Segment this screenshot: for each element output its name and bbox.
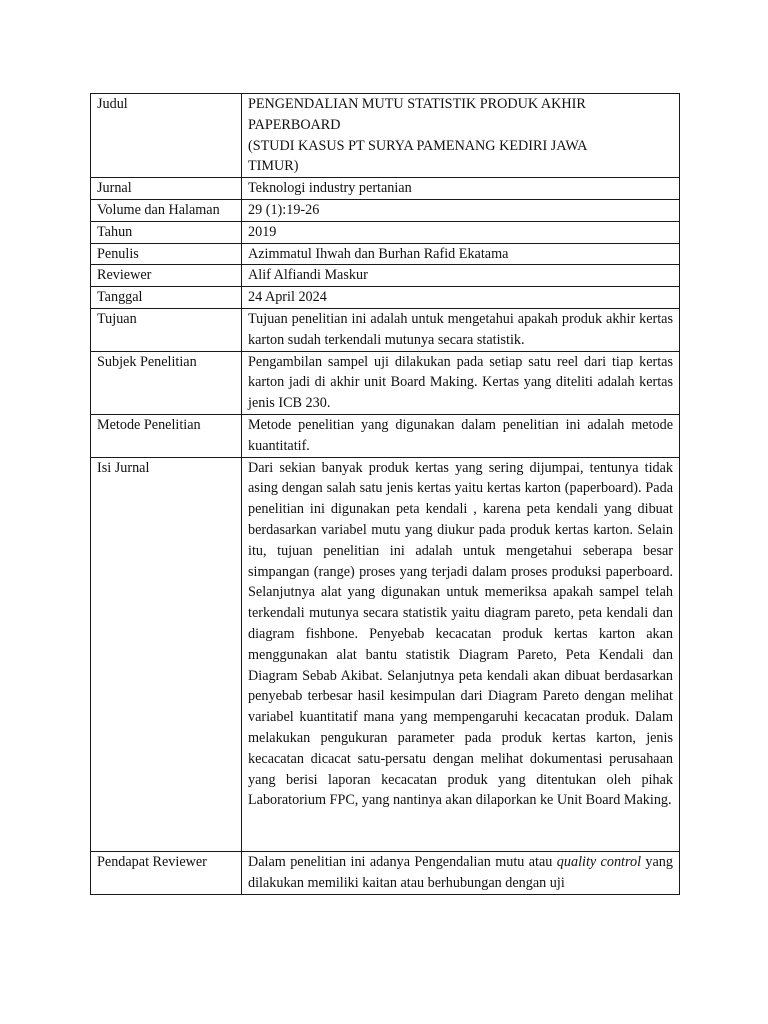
value-reviewer: Alif Alfiandi Maskur xyxy=(242,265,680,287)
value-penulis: Azimmatul Ihwah dan Burhan Rafid Ekatama xyxy=(242,243,680,265)
row-jurnal xyxy=(91,178,680,200)
isi-blank-space xyxy=(248,811,673,851)
row-tanggal xyxy=(91,287,680,309)
value-tanggal: 24 April 2024 xyxy=(242,287,680,309)
row-isi xyxy=(91,457,680,852)
judul-line-3: (STUDI KASUS PT SURYA PAMENANG KEDIRI JAWA xyxy=(248,137,588,154)
label-volume: Volume dan Halaman xyxy=(91,199,242,221)
judul-line-4: TIMUR) xyxy=(248,158,299,175)
row-penulis xyxy=(91,243,680,265)
label-reviewer: Reviewer xyxy=(91,265,242,287)
value-volume: 29 (1):19-26 xyxy=(242,199,680,221)
pendapat-text-a: Dalam penelitian ini adanya Pengendalian mutu atau xyxy=(248,854,557,871)
value-tahun: 2019 xyxy=(242,221,680,243)
row-pendapat xyxy=(91,852,680,895)
row-judul xyxy=(91,94,680,178)
label-isi: Isi Jurnal xyxy=(91,457,242,852)
label-metode: Metode Penelitian xyxy=(91,414,242,457)
pendapat-italic-term: quality control xyxy=(556,854,642,871)
label-judul: Judul xyxy=(91,94,242,178)
judul-line-1: PENGENDALIAN MUTU STATISTIK PRODUK AKHIR xyxy=(248,96,586,112)
label-tahun: Tahun xyxy=(91,221,242,243)
value-metode: Metode penelitian yang digunakan dalam penelitian ini adalah metode kuantitatif. xyxy=(242,414,680,457)
label-subjek: Subjek Penelitian xyxy=(91,351,242,414)
pendapat-text-b: yang dilakukan memiliki kaitan atau berhubungan dengan uji xyxy=(248,854,673,891)
label-tujuan: Tujuan xyxy=(91,308,242,351)
label-penulis: Penulis xyxy=(91,243,242,265)
value-isi xyxy=(242,457,680,852)
row-subjek xyxy=(91,351,680,414)
value-judul xyxy=(242,94,680,178)
row-tujuan xyxy=(91,308,680,351)
judul-line-2: PAPERBOARD xyxy=(248,116,341,133)
value-pendapat xyxy=(242,852,680,895)
row-reviewer xyxy=(91,265,680,287)
row-volume xyxy=(91,199,680,221)
value-subjek: Pengambilan sampel uji dilakukan pada setiap satu reel dari tiap kertas karton jadi di akhir unit Board Making. Kertas yang diteliti adalah kertas jenis ICB 230. xyxy=(242,351,680,414)
isi-text: Dari sekian banyak produk kertas yang sering dijumpai, tentunya tidak asing dengan salah satu jenis kertas yaitu kertas karton (paperboard). Pada penelitian ini digunakan peta kendali , karena peta kendali yang dibuat berdasarkan variabel mutu yang diukur pada produk kertas karton. Selain itu, tujuan penelitian ini adalah untuk mengetahui seberapa besar simpangan (range) proses yang terjadi dalam proses produksi paperboard. Selanjutnya alat yang digunakan untuk memeriksa apakah sampel telah terkendali mutunya secara statistik yaitu diagram pareto, peta kendali dan diagram fishbone. Penyebab kecacatan produk kertas karton akan menggunakan alat bantu statistik Diagram Pareto, Peta Kendali dan Diagram Sebab Akibat. Selanjutnya peta kendali akan dibuat berdasarkan penyebab terbesar hasil kesimpulan dari Diagram Pareto dengan melihat variabel kuantitatif mana yang mempengaruhi kecacatan produk. Dalam melakukan pengukuran parameter pada produk kertas karton, jenis kecacatan dicacat satu-persatu dengan melihat dokumentasi perusahaan yang berisi laporan kecacatan produk yang ditentukan oleh pihak Laboratorium FPC, yang nantinya akan dilaporkan ke Unit Board Making. xyxy=(248,459,673,809)
row-tahun xyxy=(91,221,680,243)
label-jurnal: Jurnal xyxy=(91,178,242,200)
journal-review-table xyxy=(90,93,680,895)
row-metode xyxy=(91,414,680,457)
label-tanggal: Tanggal xyxy=(91,287,242,309)
label-pendapat: Pendapat Reviewer xyxy=(91,852,242,895)
value-jurnal: Teknologi industry pertanian xyxy=(242,178,680,200)
value-tujuan: Tujuan penelitian ini adalah untuk mengetahui apakah produk akhir kertas karton sudah terkendali mutunya secara statistik. xyxy=(242,308,680,351)
